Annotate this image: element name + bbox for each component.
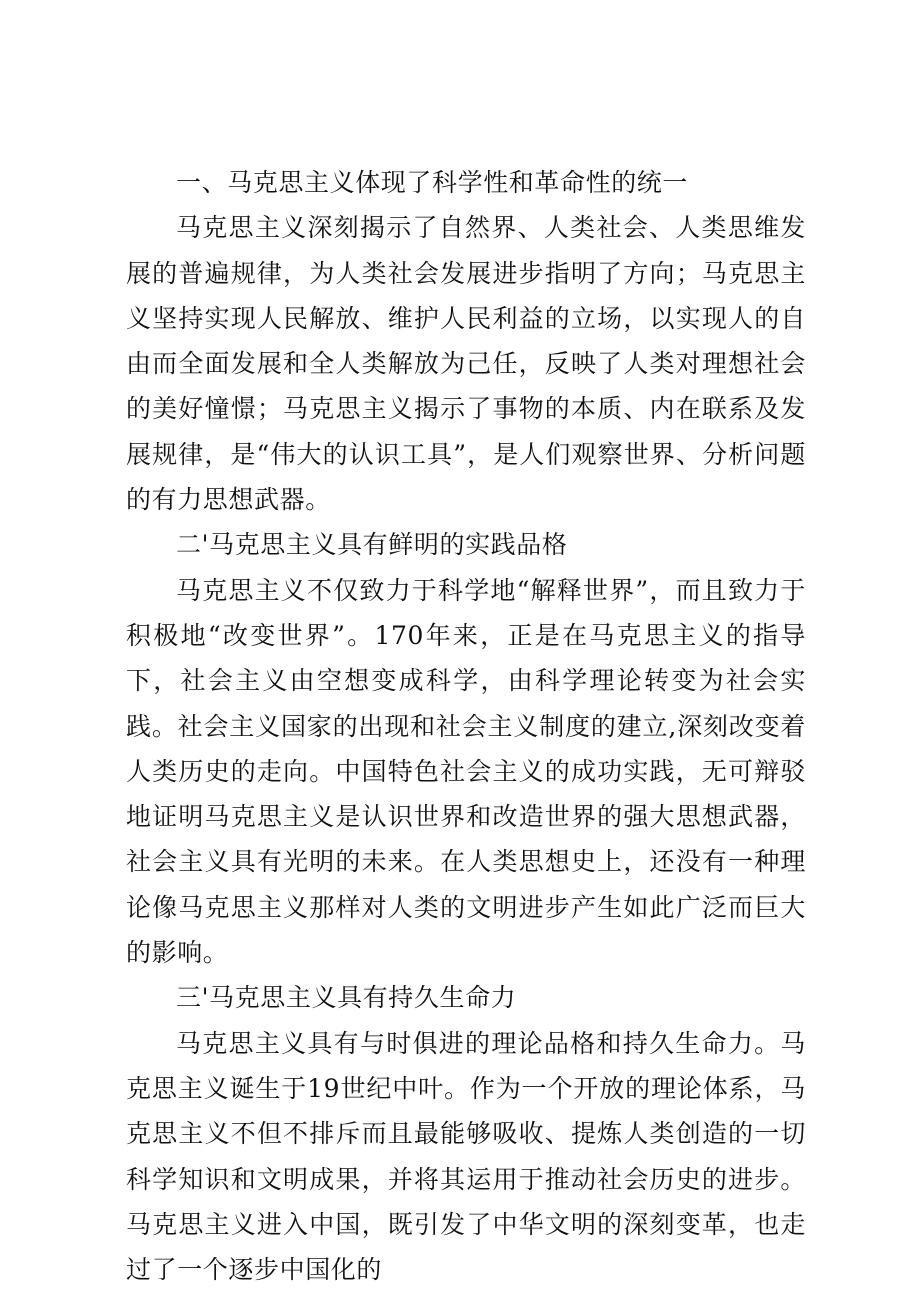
section-1-heading: 一、马克思主义体现了科学性和革命性的统一 xyxy=(176,168,689,197)
section-1-paragraph: 马克思主义深刻揭示了自然界、人类社会、人类思维发展的普遍规律，为人类社会发展进步指明了方向；马克思主义坚持实现人民解放、维护人民利益的立场，以实现人的自由而全面发展和全人类解放为己任，反映了人类对理想社会的美好憧憬；马克思主义揭示了事物的本质、内在联系及发展规律，是“伟大的认识工具”，是人们观察世界、分析问题的有力思想武器。 xyxy=(126,213,806,515)
section-3-heading: 三'马克思主义具有持久生命力 xyxy=(176,983,517,1013)
section-3-paragraph: 马克思主义具有与时俱进的理论品格和持久生命力。马克思主义诞生于19世纪中叶。作为一个开放的理论体系，马克思主义不但不排斥而且最能够吸收、提炼人类创造的一切科学知识和文明成果，并将其运用于推动社会历史的进步。马克思主义进入中国，既引发了中华文明的深刻变革，也走过了一个逐步中国化的 xyxy=(126,1028,806,1285)
section-2-paragraph: 马克思主义不仅致力于科学地“解释世界”，而且致力于积极地“改变世界”。170年来，正是在马克思主义的指导下，社会主义由空想变成科学，由科学理论转变为社会实践。社会主义国家的出现和社会主义制度的建立,深刻改变着人类历史的走向。中国特色社会主义的成功实践，无可辩驳地证明马克思主义是认识世界和改造世界的强大思想武器，社会主义具有光明的未来。在人类思想史上，还没有一种理论像马克思主义那样对人类的文明进步产生如此广泛而巨大的影响。 xyxy=(126,575,806,968)
section-2-heading: 二'马克思主义具有鲜明的实践品格 xyxy=(176,530,568,560)
document-body xyxy=(126,160,806,1292)
